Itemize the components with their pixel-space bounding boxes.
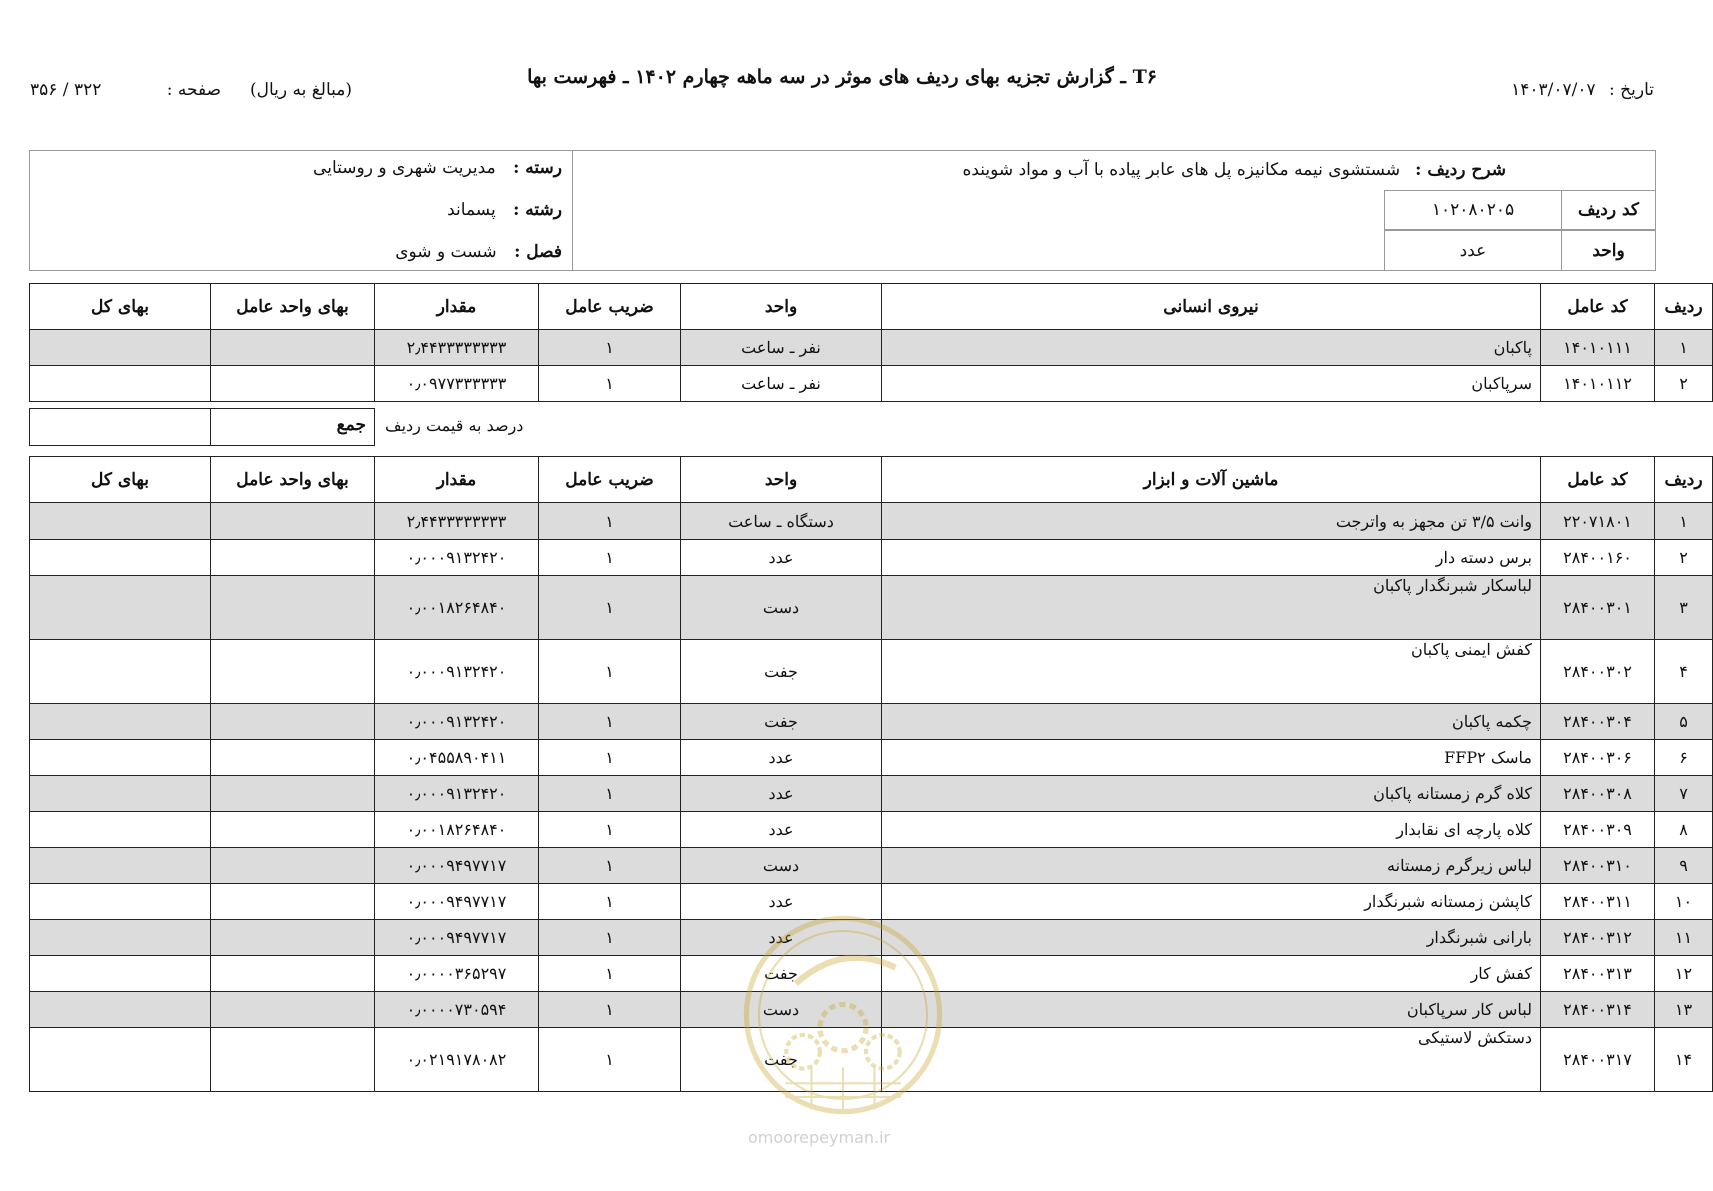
table-row [30,704,1713,740]
factor-code-cell: ۲۸۴۰۰۳۱۱ [1541,884,1655,920]
factor-code-cell: ۲۲۰۷۱۸۰۱ [1541,503,1655,540]
unit-cell: نفر ـ ساعت [681,330,882,366]
coefficient-cell: ۱ [539,776,681,812]
row-number-cell: ۷ [1655,776,1713,812]
labor-table [29,283,1713,402]
row-number-cell: ۱ [1655,503,1713,540]
factor-name-cell: دستکش لاستیکی [882,1028,1541,1092]
row-number-cell: ۲ [1655,540,1713,576]
coefficient-cell: ۱ [539,920,681,956]
table-row [30,640,1713,704]
unit-price-cell [211,540,375,576]
total-price-cell [30,640,211,704]
unit-cell: دستگاه ـ ساعت [681,503,882,540]
quantity-cell: ۲٫۴۴۳۳۳۳۳۳۳۳ [375,330,539,366]
table-row [30,848,1713,884]
unit-price-cell [211,956,375,992]
row-number-cell: ۱۲ [1655,956,1713,992]
coefficient-cell: ۱ [539,704,681,740]
factor-name-cell: ماسک FFP۲ [882,740,1541,776]
unit-cell: دست [681,576,882,640]
factor-code-cell: ۲۸۴۰۰۳۰۲ [1541,640,1655,704]
row-number-cell: ۶ [1655,740,1713,776]
coefficient-cell: ۱ [539,848,681,884]
quantity-cell: ۰٫۰۰۰۹۱۳۲۴۲۰ [375,540,539,576]
unit-price-cell [211,1028,375,1092]
factor-code-cell: ۱۴۰۱۰۱۱۱ [1541,330,1655,366]
percent-label: درصد به قیمت ردیف [385,416,524,435]
col-quantity: مقدار [375,284,539,330]
field-label: رشته : [513,200,562,220]
unit-price-cell [211,776,375,812]
quantity-cell: ۰٫۰۰۰۰۳۶۵۲۹۷ [375,956,539,992]
unit-label: واحد [1561,230,1656,271]
coefficient-cell: ۱ [539,1028,681,1092]
coefficient-cell: ۱ [539,576,681,640]
factor-code-cell: ۲۸۴۰۰۳۰۴ [1541,704,1655,740]
row-number-cell: ۱۰ [1655,884,1713,920]
total-price-cell [30,366,211,402]
total-price-cell [30,776,211,812]
factor-code-cell: ۲۸۴۰۰۳۱۰ [1541,848,1655,884]
unit-cell: نفر ـ ساعت [681,366,882,402]
watermark-site: omoorepeyman.ir [748,1128,891,1147]
col-total-price: بهای کل [30,457,211,503]
factor-name-cell: سرپاکبان [882,366,1541,402]
unit-price-cell [211,640,375,704]
factor-name-cell: چکمه پاکبان [882,704,1541,740]
total-price-cell [30,503,211,540]
date-label: تاریخ : [1609,80,1654,100]
category-row [313,158,562,178]
quantity-cell: ۰٫۰۰۰۹۱۳۲۴۲۰ [375,704,539,740]
quantity-cell: ۰٫۰۴۵۵۸۹۰۴۱۱ [375,740,539,776]
page-value: ۳۲۲ / ۳۵۶ [30,80,102,100]
row-number-cell: ۹ [1655,848,1713,884]
unit-cell: دست [681,848,882,884]
report-title: T۶ ـ گزارش تجزیه بهای ردیف های موثر در سه ماهه چهارم ۱۴۰۲ ـ فهرست بها [527,66,1157,88]
table-row [30,366,1713,402]
code-label: کد ردیف [1561,190,1656,230]
row-number-cell: ۳ [1655,576,1713,640]
date-value: ۱۴۰۳/۰۷/۰۷ [1511,80,1596,100]
info-divider [572,150,573,271]
quantity-cell: ۲٫۴۴۳۳۳۳۳۳۳۳ [375,503,539,540]
unit-price-cell [211,503,375,540]
table-row [30,503,1713,540]
coefficient-cell: ۱ [539,330,681,366]
unit-cell: دست [681,992,882,1028]
unit-cell: جفت [681,704,882,740]
amount-note: (مبالغ به ریال) [250,80,353,100]
coefficient-cell: ۱ [539,740,681,776]
row-number-cell: ۱۱ [1655,920,1713,956]
col-total-price: بهای کل [30,284,211,330]
sum-label: جمع [210,408,375,446]
unit-price-cell [211,704,375,740]
col-unit-price: بهای واحد عامل [211,457,375,503]
factor-name-cell: لباس کار سرپاکبان [882,992,1541,1028]
table-row [30,740,1713,776]
table-row [30,330,1713,366]
quantity-cell: ۰٫۰۰۰۰۷۳۰۵۹۴ [375,992,539,1028]
factor-code-cell: ۲۸۴۰۰۳۱۳ [1541,956,1655,992]
coefficient-cell: ۱ [539,812,681,848]
row-number-cell: ۴ [1655,640,1713,704]
col-labor-name: نیروی انسانی [882,284,1541,330]
unit-price-cell [211,366,375,402]
quantity-cell: ۰٫۰۲۱۹۱۷۸۰۸۲ [375,1028,539,1092]
total-price-cell [30,920,211,956]
unit-price-cell [211,848,375,884]
quantity-cell: ۰٫۰۰۱۸۲۶۴۸۴۰ [375,576,539,640]
chapter-label: فصل : [514,242,562,262]
field-row [447,200,562,220]
factor-name-cell: کفش ایمنی پاکبان [882,640,1541,704]
labor-sum-row [29,408,1656,446]
unit-cell: جفت [681,1028,882,1092]
quantity-cell: ۰٫۰۰۰۹۴۹۷۷۱۷ [375,848,539,884]
total-price-cell [30,884,211,920]
quantity-cell: ۰٫۰۰۰۹۴۹۷۷۱۷ [375,884,539,920]
unit-price-cell [211,576,375,640]
unit-price-cell [211,920,375,956]
factor-name-cell: کاپشن زمستانه شبرنگدار [882,884,1541,920]
col-coefficient: ضریب عامل [539,284,681,330]
total-price-cell [30,740,211,776]
unit-cell: عدد [681,540,882,576]
col-factor-code: کد عامل [1541,457,1655,503]
col-row-number: ردیف [1655,457,1713,503]
factor-name-cell: وانت ۳/۵ تن مجهز به واترجت [882,503,1541,540]
item-description [962,160,1506,180]
factor-code-cell: ۲۸۴۰۰۳۱۲ [1541,920,1655,956]
col-unit: واحد [681,457,882,503]
quantity-cell: ۰٫۰۰۰۹۱۳۲۴۲۰ [375,640,539,704]
total-price-cell [30,576,211,640]
row-number-cell: ۲ [1655,366,1713,402]
desc-value: شستشوی نیمه مکانیزه پل های عابر پیاده با آب و مواد شوینده [962,160,1401,180]
col-quantity: مقدار [375,457,539,503]
factor-code-cell: ۲۸۴۰۰۱۶۰ [1541,540,1655,576]
unit-cell: جفت [681,956,882,992]
table-row [30,812,1713,848]
quantity-cell: ۰٫۰۰۰۹۱۳۲۴۲۰ [375,776,539,812]
coefficient-cell: ۱ [539,540,681,576]
factor-name-cell: پاکبان [882,330,1541,366]
unit-price-cell [211,812,375,848]
total-price-cell [30,540,211,576]
factor-code-cell: ۲۸۴۰۰۳۰۸ [1541,776,1655,812]
unit-value: عدد [1384,230,1562,271]
total-price-cell [30,1028,211,1092]
row-number-cell: ۱۳ [1655,992,1713,1028]
code-value: ۱۰۲۰۸۰۲۰۵ [1384,190,1562,230]
report-date [1511,80,1654,100]
factor-code-cell: ۲۸۴۰۰۳۰۶ [1541,740,1655,776]
unit-cell: عدد [681,776,882,812]
factor-code-cell: ۲۸۴۰۰۳۰۱ [1541,576,1655,640]
unit-cell: عدد [681,812,882,848]
page-number [30,80,221,100]
unit-cell: جفت [681,640,882,704]
quantity-cell: ۰٫۰۹۷۷۳۳۳۳۳۳ [375,366,539,402]
total-price-cell [30,812,211,848]
row-number-cell: ۱ [1655,330,1713,366]
factor-name-cell: کلاه پارچه ای نقابدار [882,812,1541,848]
factor-name-cell: کفش کار [882,956,1541,992]
factor-name-cell: برس دسته دار [882,540,1541,576]
col-coefficient: ضریب عامل [539,457,681,503]
table-row [30,540,1713,576]
row-number-cell: ۵ [1655,704,1713,740]
unit-price-cell [211,330,375,366]
row-number-cell: ۸ [1655,812,1713,848]
factor-name-cell: کلاه گرم زمستانه پاکبان [882,776,1541,812]
factor-name-cell: لباسکار شبرنگدار پاکبان [882,576,1541,640]
factor-code-cell: ۲۸۴۰۰۳۰۹ [1541,812,1655,848]
unit-price-cell [211,884,375,920]
col-unit-price: بهای واحد عامل [211,284,375,330]
coefficient-cell: ۱ [539,503,681,540]
col-factor-code: کد عامل [1541,284,1655,330]
category-label: رسته : [513,158,562,178]
watermark-logo [738,910,948,1120]
field-value: پسماند [447,200,496,220]
sum-total-cell [29,408,211,446]
quantity-cell: ۰٫۰۰۰۹۴۹۷۷۱۷ [375,920,539,956]
category-value: مدیریت شهری و روستایی [313,158,496,178]
coefficient-cell: ۱ [539,640,681,704]
total-price-cell [30,848,211,884]
unit-cell: عدد [681,884,882,920]
factor-name-cell: بارانی شبرنگدار [882,920,1541,956]
desc-label: شرح ردیف : [1415,160,1506,180]
labor-header-row [30,284,1713,330]
machinery-header-row [30,457,1713,503]
coefficient-cell: ۱ [539,992,681,1028]
unit-price-cell [211,740,375,776]
chapter-value: شست و شوی [395,242,497,262]
factor-name-cell: لباس زیرگرم زمستانه [882,848,1541,884]
coefficient-cell: ۱ [539,956,681,992]
table-row [30,776,1713,812]
factor-code-cell: ۲۸۴۰۰۳۱۷ [1541,1028,1655,1092]
col-row-number: ردیف [1655,284,1713,330]
unit-cell: عدد [681,920,882,956]
row-number-cell: ۱۴ [1655,1028,1713,1092]
chapter-row [395,242,562,262]
unit-price-cell [211,992,375,1028]
table-row [30,576,1713,640]
unit-cell: عدد [681,740,882,776]
col-machinery-name: ماشین آلات و ابزار [882,457,1541,503]
factor-code-cell: ۱۴۰۱۰۱۱۲ [1541,366,1655,402]
col-unit: واحد [681,284,882,330]
factor-code-cell: ۲۸۴۰۰۳۱۴ [1541,992,1655,1028]
total-price-cell [30,992,211,1028]
page-label: صفحه : [166,80,222,100]
coefficient-cell: ۱ [539,884,681,920]
total-price-cell [30,956,211,992]
quantity-cell: ۰٫۰۰۱۸۲۶۴۸۴۰ [375,812,539,848]
total-price-cell [30,330,211,366]
coefficient-cell: ۱ [539,366,681,402]
total-price-cell [30,704,211,740]
